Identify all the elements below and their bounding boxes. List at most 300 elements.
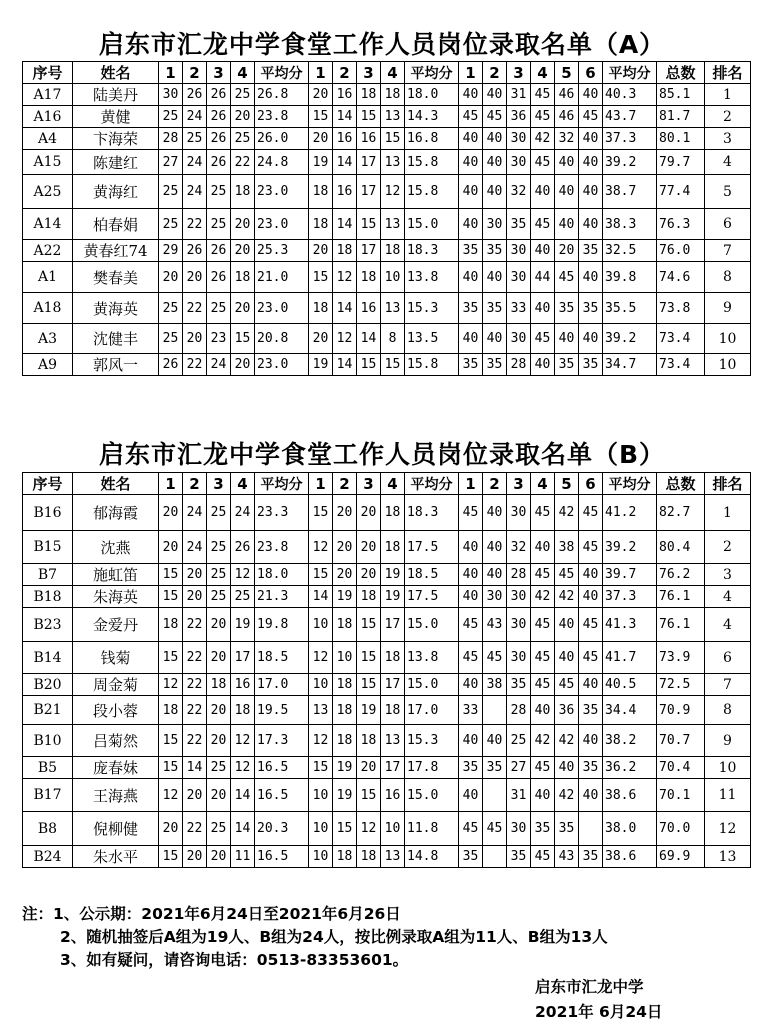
cell-score: 40 (459, 674, 483, 696)
cell-score: 15 (381, 128, 405, 150)
cell-score: 40 (579, 564, 603, 586)
cell-score: 24 (183, 495, 207, 531)
cell-score: 35 (555, 293, 579, 324)
cell-score: 6 (705, 209, 751, 240)
cell-score: 19 (381, 564, 405, 586)
cell-score: 17 (357, 150, 381, 175)
column-header: 1 (459, 473, 483, 495)
cell-score: 35 (459, 757, 483, 779)
cell-score: 40 (579, 779, 603, 812)
cell-score: 40 (483, 128, 507, 150)
cell-score: 35 (507, 846, 531, 868)
cell-score: 70.1 (657, 779, 705, 812)
cell-score: 33 (459, 696, 483, 725)
cell-score: 15 (333, 812, 357, 846)
cell-score: 70.7 (657, 725, 705, 757)
cell-score: 25 (231, 84, 255, 106)
cell-score: 20 (183, 262, 207, 293)
cell-score: 15 (159, 757, 183, 779)
cell-score: 24 (231, 495, 255, 531)
cell-score: 10 (381, 262, 405, 293)
table-row (23, 262, 751, 293)
cell-id: B7 (23, 564, 73, 586)
cell-score: 19 (333, 757, 357, 779)
cell-score: 20 (159, 812, 183, 846)
cell-score: 15.0 (405, 608, 459, 642)
cell-score: 10 (381, 812, 405, 846)
cell-score: 16.5 (255, 846, 309, 868)
cell-score: 20 (357, 495, 381, 531)
cell-score: 26 (207, 84, 231, 106)
cell-score: 12 (705, 812, 751, 846)
table-header-row (23, 62, 751, 84)
cell-score: 26 (159, 354, 183, 376)
column-header: 4 (531, 473, 555, 495)
cell-score: 43 (483, 608, 507, 642)
cell-score: 16 (333, 175, 357, 209)
cell-score: 40 (483, 150, 507, 175)
table-b-title: 启东市汇龙中学食堂工作人员岗位录取名单（B） (98, 440, 666, 469)
table-row (23, 608, 751, 642)
cell-id: A9 (23, 354, 73, 376)
cell-id: B14 (23, 642, 73, 674)
cell-score: 15 (159, 642, 183, 674)
cell-id: B24 (23, 846, 73, 868)
cell-score: 22 (183, 209, 207, 240)
cell-score: 14 (333, 106, 357, 128)
cell-score: 40 (579, 175, 603, 209)
cell-id: B17 (23, 779, 73, 812)
cell-score: 19 (381, 586, 405, 608)
table-row (23, 84, 751, 106)
cell-score: 35 (579, 240, 603, 262)
cell-score: 17.8 (405, 757, 459, 779)
cell-score: 42 (531, 586, 555, 608)
cell-score: 40 (459, 531, 483, 564)
cell-score: 17 (357, 175, 381, 209)
cell-score: 41.3 (603, 608, 657, 642)
cell-score: 28 (159, 128, 183, 150)
cell-score: 45 (531, 150, 555, 175)
table-row (23, 846, 751, 868)
cell-score: 20 (207, 642, 231, 674)
cell-score: 21.3 (255, 586, 309, 608)
cell-score: 20 (309, 84, 333, 106)
cell-score: 41.2 (603, 495, 657, 531)
cell-score: 20 (159, 495, 183, 531)
cell-score: 22 (183, 674, 207, 696)
cell-score: 18 (357, 846, 381, 868)
cell-score: 40 (579, 128, 603, 150)
cell-score: 40 (531, 293, 555, 324)
cell-score: 20.3 (255, 812, 309, 846)
cell-id: A16 (23, 106, 73, 128)
cell-score: 3 (705, 128, 751, 150)
cell-score: 7 (705, 674, 751, 696)
cell-score: 35 (459, 354, 483, 376)
cell-id: A22 (23, 240, 73, 262)
cell-score: 24 (183, 150, 207, 175)
cell-score: 28 (507, 696, 531, 725)
table-row (23, 175, 751, 209)
cell-score: 15 (357, 209, 381, 240)
cell-score: 30 (507, 495, 531, 531)
cell-score: 72.5 (657, 674, 705, 696)
column-header: 4 (231, 473, 255, 495)
cell-score: 45 (555, 564, 579, 586)
cell-score: 7 (705, 240, 751, 262)
table-b (22, 472, 751, 868)
cell-score: 8 (705, 262, 751, 293)
cell-score: 10 (309, 608, 333, 642)
cell-score: 4 (705, 608, 751, 642)
cell-score: 14 (333, 354, 357, 376)
cell-score: 40 (531, 240, 555, 262)
cell-score: 30 (507, 608, 531, 642)
cell-score: 19 (231, 608, 255, 642)
cell-score: 19 (309, 354, 333, 376)
cell-score: 12 (333, 262, 357, 293)
cell-score: 12 (231, 564, 255, 586)
cell-score: 38 (555, 531, 579, 564)
cell-score: 16.5 (255, 779, 309, 812)
cell-score: 2 (705, 106, 751, 128)
cell-score: 20 (231, 240, 255, 262)
cell-score: 4 (705, 150, 751, 175)
column-header: 姓名 (73, 473, 159, 495)
cell-score: 12 (231, 725, 255, 757)
cell-score (483, 696, 507, 725)
cell-score: 40 (459, 586, 483, 608)
cell-score: 40 (531, 175, 555, 209)
cell-score: 13 (381, 725, 405, 757)
cell-score: 15 (309, 757, 333, 779)
cell-score: 15 (159, 564, 183, 586)
cell-score: 12 (309, 725, 333, 757)
cell-score: 18.5 (405, 564, 459, 586)
cell-score: 12 (381, 175, 405, 209)
cell-score: 23.0 (255, 209, 309, 240)
column-header: 6 (579, 62, 603, 84)
cell-score: 20 (159, 262, 183, 293)
cell-score: 30 (159, 84, 183, 106)
cell-score: 15 (357, 779, 381, 812)
table-a (22, 61, 751, 376)
cell-score: 40 (483, 262, 507, 293)
cell-score: 73.8 (657, 293, 705, 324)
cell-score: 40 (555, 324, 579, 354)
cell-score: 35 (555, 812, 579, 846)
cell-score: 20 (309, 324, 333, 354)
column-header: 1 (159, 62, 183, 84)
cell-score: 4 (705, 586, 751, 608)
cell-score: 40 (579, 674, 603, 696)
cell-score: 18 (333, 846, 357, 868)
cell-score: 35 (579, 757, 603, 779)
cell-score: 35 (579, 354, 603, 376)
cell-score: 14 (231, 779, 255, 812)
column-header: 1 (309, 473, 333, 495)
cell-score: 15 (309, 262, 333, 293)
cell-score: 18 (333, 240, 357, 262)
cell-score: 9 (705, 725, 751, 757)
cell-score: 46 (555, 106, 579, 128)
cell-score: 42 (555, 725, 579, 757)
cell-score: 23.0 (255, 354, 309, 376)
cell-score: 19 (309, 150, 333, 175)
cell-score: 27 (507, 757, 531, 779)
cell-score: 2 (705, 531, 751, 564)
cell-score: 23.3 (255, 495, 309, 531)
cell-score: 40 (579, 324, 603, 354)
cell-score: 24 (183, 175, 207, 209)
cell-score: 16.5 (255, 757, 309, 779)
cell-score: 13 (381, 846, 405, 868)
cell-score: 19 (333, 586, 357, 608)
cell-score: 40 (555, 209, 579, 240)
cell-name: 王海燕 (73, 779, 159, 812)
cell-score: 24 (207, 354, 231, 376)
cell-score: 18 (381, 495, 405, 531)
cell-score: 18 (357, 725, 381, 757)
cell-score: 40 (459, 564, 483, 586)
cell-score: 14 (333, 150, 357, 175)
cell-score: 28 (507, 564, 531, 586)
cell-score: 35 (579, 846, 603, 868)
column-header: 姓名 (73, 62, 159, 84)
table-row (23, 150, 751, 175)
cell-score: 1 (705, 495, 751, 531)
cell-id: B20 (23, 674, 73, 696)
cell-score: 17 (231, 642, 255, 674)
cell-score (579, 812, 603, 846)
cell-score: 22 (183, 725, 207, 757)
cell-score: 38.0 (603, 812, 657, 846)
cell-score: 20 (555, 240, 579, 262)
cell-score: 22 (183, 354, 207, 376)
cell-score: 39.2 (603, 531, 657, 564)
cell-score: 10 (309, 846, 333, 868)
cell-score: 11 (231, 846, 255, 868)
cell-score: 15 (357, 674, 381, 696)
cell-score: 35 (483, 757, 507, 779)
cell-score: 40 (555, 608, 579, 642)
cell-score: 34.7 (603, 354, 657, 376)
cell-score: 20 (207, 846, 231, 868)
cell-score: 17.5 (405, 531, 459, 564)
cell-score: 45 (531, 608, 555, 642)
cell-score: 45 (459, 106, 483, 128)
cell-score: 15 (309, 495, 333, 531)
cell-name: 倪柳健 (73, 812, 159, 846)
column-header: 3 (507, 473, 531, 495)
cell-score: 10 (333, 642, 357, 674)
cell-score: 24 (183, 531, 207, 564)
cell-name: 柏春娟 (73, 209, 159, 240)
cell-score: 15.0 (405, 209, 459, 240)
column-header: 3 (207, 62, 231, 84)
cell-score: 18 (333, 725, 357, 757)
cell-score: 36 (507, 106, 531, 128)
cell-score: 25 (207, 495, 231, 531)
cell-score: 15 (309, 564, 333, 586)
cell-score: 10 (705, 757, 751, 779)
cell-score: 13 (381, 209, 405, 240)
cell-score: 24 (183, 106, 207, 128)
cell-score: 70.0 (657, 812, 705, 846)
cell-score: 25 (159, 324, 183, 354)
cell-score: 80.4 (657, 531, 705, 564)
column-header: 3 (357, 62, 381, 84)
cell-score: 40 (531, 696, 555, 725)
column-header: 平均分 (603, 473, 657, 495)
cell-score: 22 (183, 642, 207, 674)
cell-score: 15 (357, 106, 381, 128)
cell-name: 周金菊 (73, 674, 159, 696)
table-row (23, 586, 751, 608)
cell-score: 6 (705, 642, 751, 674)
cell-score: 40 (459, 128, 483, 150)
cell-score: 25 (159, 175, 183, 209)
cell-score: 40 (483, 495, 507, 531)
cell-score: 26 (207, 150, 231, 175)
table-row (23, 642, 751, 674)
cell-score: 21.0 (255, 262, 309, 293)
cell-score: 23.0 (255, 175, 309, 209)
column-header: 5 (555, 473, 579, 495)
cell-score: 40 (555, 757, 579, 779)
table-row (23, 106, 751, 128)
column-header: 平均分 (255, 473, 309, 495)
column-header: 平均分 (255, 62, 309, 84)
cell-score: 20 (309, 240, 333, 262)
cell-score: 25 (207, 586, 231, 608)
cell-score: 35 (459, 293, 483, 324)
cell-score: 14 (333, 209, 357, 240)
cell-score: 74.6 (657, 262, 705, 293)
cell-score: 35 (483, 293, 507, 324)
cell-score: 32 (555, 128, 579, 150)
cell-score: 26 (207, 106, 231, 128)
cell-name: 黄海红 (73, 175, 159, 209)
cell-score: 13.5 (405, 324, 459, 354)
cell-score: 26 (183, 240, 207, 262)
cell-score: 16 (357, 128, 381, 150)
cell-score: 16 (333, 128, 357, 150)
cell-score: 40 (579, 150, 603, 175)
cell-score: 30 (507, 128, 531, 150)
cell-score: 20 (159, 531, 183, 564)
cell-score: 20 (333, 564, 357, 586)
cell-score: 9 (705, 293, 751, 324)
column-header: 序号 (23, 473, 73, 495)
cell-id: A15 (23, 150, 73, 175)
cell-score: 26.8 (255, 84, 309, 106)
cell-score: 25 (207, 175, 231, 209)
cell-score: 14 (333, 293, 357, 324)
cell-score: 20 (231, 106, 255, 128)
note-line-1: 注：1、公示期：2021年6月24日至2021年6月26日 (22, 905, 401, 923)
cell-score: 76.1 (657, 586, 705, 608)
cell-score: 40 (483, 84, 507, 106)
cell-score: 1 (705, 84, 751, 106)
cell-id: B8 (23, 812, 73, 846)
cell-score: 40 (555, 150, 579, 175)
cell-score: 73.9 (657, 642, 705, 674)
cell-score: 23.8 (255, 106, 309, 128)
cell-score: 45 (579, 495, 603, 531)
column-header: 1 (459, 62, 483, 84)
cell-score: 11.8 (405, 812, 459, 846)
signature-date: 2021年 6月24日 (535, 1003, 663, 1021)
column-header: 4 (531, 62, 555, 84)
cell-id: A4 (23, 128, 73, 150)
cell-score: 43 (555, 846, 579, 868)
cell-score: 22 (183, 812, 207, 846)
cell-score: 18.0 (405, 84, 459, 106)
cell-score: 15 (357, 608, 381, 642)
cell-score: 35 (483, 354, 507, 376)
column-header: 2 (483, 62, 507, 84)
cell-name: 黄健 (73, 106, 159, 128)
cell-score: 13 (309, 696, 333, 725)
column-header: 平均分 (405, 473, 459, 495)
cell-score: 39.2 (603, 324, 657, 354)
signature-org: 启东市汇龙中学 (535, 978, 644, 996)
cell-score: 20 (183, 564, 207, 586)
cell-score: 45 (531, 324, 555, 354)
cell-score: 20 (357, 531, 381, 564)
cell-score: 37.3 (603, 586, 657, 608)
cell-score: 15 (159, 846, 183, 868)
cell-score: 40 (459, 725, 483, 757)
cell-score: 20 (231, 293, 255, 324)
column-header: 2 (183, 62, 207, 84)
cell-score: 32.5 (603, 240, 657, 262)
cell-score (483, 846, 507, 868)
cell-score: 41.7 (603, 642, 657, 674)
cell-score: 40 (459, 324, 483, 354)
cell-id: A18 (23, 293, 73, 324)
note-line-2: 2、随机抽签后A组为19人、B组为24人，按比例录取A组为11人、B组为13人 (60, 928, 608, 946)
cell-name: 沈燕 (73, 531, 159, 564)
cell-score: 18 (333, 696, 357, 725)
cell-name: 吕菊然 (73, 725, 159, 757)
table-row (23, 324, 751, 354)
cell-score: 45 (531, 757, 555, 779)
cell-score: 43.7 (603, 106, 657, 128)
cell-score: 17 (381, 757, 405, 779)
column-header: 4 (381, 62, 405, 84)
cell-name: 朱水平 (73, 846, 159, 868)
table-row (23, 531, 751, 564)
cell-score: 45 (531, 209, 555, 240)
cell-score: 20 (309, 128, 333, 150)
cell-score: 42 (531, 128, 555, 150)
cell-score: 34.4 (603, 696, 657, 725)
cell-score: 38.2 (603, 725, 657, 757)
cell-score: 15 (357, 354, 381, 376)
cell-id: B16 (23, 495, 73, 531)
column-header: 排名 (705, 473, 751, 495)
cell-score: 29 (159, 240, 183, 262)
cell-score: 17 (357, 240, 381, 262)
column-header: 2 (333, 473, 357, 495)
cell-score: 10 (309, 674, 333, 696)
cell-score: 14 (309, 586, 333, 608)
table-row (23, 725, 751, 757)
cell-score: 45 (459, 608, 483, 642)
